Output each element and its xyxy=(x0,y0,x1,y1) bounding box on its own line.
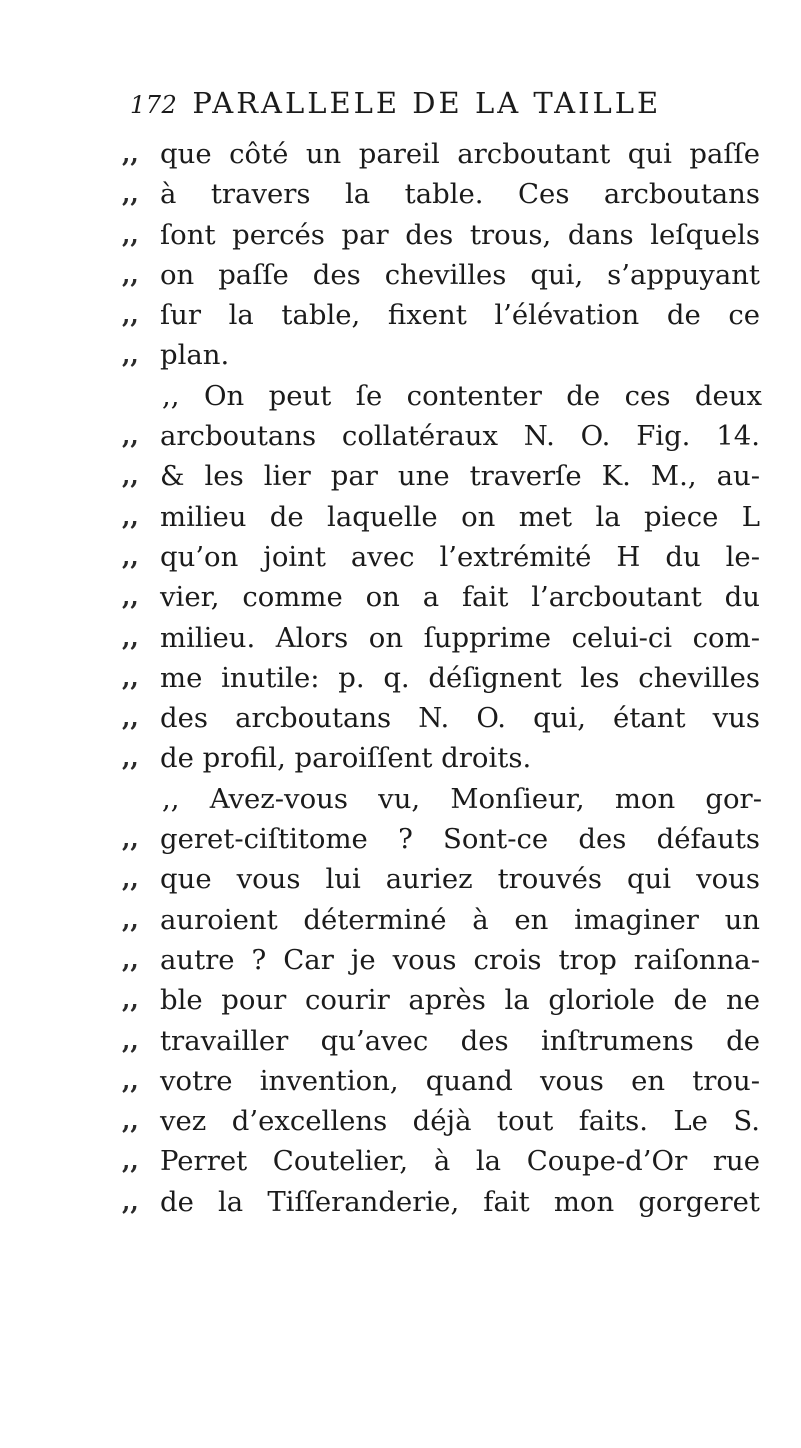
line-text: auroient déterminé à en imaginer un xyxy=(160,903,760,936)
body-text xyxy=(122,134,762,1222)
quotation-mark: ,, xyxy=(122,582,139,612)
line-text: on paſſe des chevilles qui, s’appuyant xyxy=(160,258,760,291)
quotation-mark: ,, xyxy=(122,824,139,854)
line-text: de profil, paroiſſent droits. xyxy=(160,742,532,775)
line-text: travailler qu’avec des inſtrumens de xyxy=(160,1024,760,1057)
line-text: vez d’excellens déjà tout faits. Le S. xyxy=(160,1105,760,1138)
line-text: que côté un pareil arcboutant qui paſſe xyxy=(160,138,760,170)
line-text: arcboutans collatéraux N. O. Fig. 14. xyxy=(160,420,760,453)
text-line xyxy=(122,1021,762,1061)
quotation-mark: ,, xyxy=(122,1146,139,1176)
text-line xyxy=(122,215,762,255)
line-text: me inutile: p. q. déſignent les chevilles xyxy=(160,661,760,694)
quotation-mark: ,, xyxy=(122,985,139,1015)
text-line xyxy=(122,940,762,980)
quotation-mark: ,, xyxy=(122,743,139,773)
text-line xyxy=(122,174,762,214)
line-text: autre ? Car je vous crois trop raiſonna- xyxy=(160,943,760,976)
text-line xyxy=(122,900,762,940)
quotation-mark: ,, xyxy=(122,541,139,571)
quotation-mark: ,, xyxy=(122,421,139,451)
line-text: qu’on joint avec l’extrémité H du le- xyxy=(160,540,760,573)
line-text: vier, comme on a fait l’arcboutant du xyxy=(160,581,760,614)
quotation-mark: ,, xyxy=(122,501,139,531)
text-line xyxy=(122,658,762,698)
quotation-mark: ,, xyxy=(122,259,139,289)
quotation-mark: ,, xyxy=(122,139,139,168)
quotation-mark: ,, xyxy=(122,904,139,934)
line-text: des arcboutans N. O. qui, étant vus xyxy=(160,702,760,735)
line-text: à travers la table. Ces arcboutans xyxy=(160,178,760,211)
text-line xyxy=(122,134,762,174)
quotation-mark: ,, xyxy=(122,864,139,894)
text-line xyxy=(122,577,762,617)
text-line xyxy=(122,497,762,537)
text-line xyxy=(122,335,762,375)
line-text: ,, Avez-vous vu, Monſieur, mon gor- xyxy=(162,782,762,815)
text-line xyxy=(122,537,762,577)
text-line xyxy=(122,376,762,416)
text-line xyxy=(122,819,762,859)
text-line xyxy=(122,1141,762,1181)
text-line xyxy=(122,1182,762,1222)
quotation-mark: ,, xyxy=(122,944,139,974)
quotation-mark: ,, xyxy=(122,340,139,370)
text-line xyxy=(122,738,762,778)
text-line xyxy=(122,255,762,295)
quotation-mark: ,, xyxy=(122,1186,139,1216)
quotation-mark: ,, xyxy=(122,179,139,209)
line-text: & les lier par une traverſe K. M., au- xyxy=(160,460,760,493)
quotation-mark: ,, xyxy=(122,219,139,249)
text-line xyxy=(122,456,762,496)
text-line xyxy=(122,859,762,899)
quotation-mark: ,, xyxy=(122,622,139,652)
running-title: PARALLELE DE LA TAILLE xyxy=(192,86,662,120)
line-text: Perret Coutelier, à la Coupe-d’Or rue xyxy=(160,1145,760,1178)
text-line xyxy=(122,1101,762,1141)
quotation-mark: ,, xyxy=(122,461,139,491)
line-text: geret-ciſtitome ? Sont-ce des défauts xyxy=(160,823,760,856)
text-line xyxy=(122,1061,762,1101)
line-text: ,, On peut ſe contenter de ces deux xyxy=(162,379,762,412)
line-text: ſur la table, fixent l’élévation de ce xyxy=(160,299,760,332)
text-line xyxy=(122,618,762,658)
text-line xyxy=(122,416,762,456)
quotation-mark: ,, xyxy=(122,703,139,733)
quotation-mark: ,, xyxy=(122,1025,139,1055)
page-number: 172 xyxy=(130,91,178,119)
text-line xyxy=(122,295,762,335)
line-text: plan. xyxy=(160,339,230,372)
quotation-mark: ,, xyxy=(122,300,139,330)
line-text: que vous lui auriez trouvés qui vous xyxy=(160,863,760,896)
line-text: de la Tiſſeranderie, fait mon gorgeret xyxy=(160,1185,760,1218)
quotation-mark: ,, xyxy=(122,1106,139,1136)
line-text: milieu. Alors on ſupprime celui-ci com- xyxy=(160,621,760,654)
line-text: votre invention, quand vous en trou- xyxy=(160,1064,760,1097)
text-line xyxy=(122,980,762,1020)
quotation-mark: ,, xyxy=(122,662,139,692)
page-header xyxy=(130,86,750,126)
text-line xyxy=(122,779,762,819)
quotation-mark: ,, xyxy=(122,1065,139,1095)
line-text: ſont percés par des trous, dans leſquels xyxy=(160,218,760,251)
line-text: ble pour courir après la gloriole de ne xyxy=(160,984,760,1017)
text-line xyxy=(122,698,762,738)
line-text: milieu de laquelle on met la piece L xyxy=(160,500,760,533)
